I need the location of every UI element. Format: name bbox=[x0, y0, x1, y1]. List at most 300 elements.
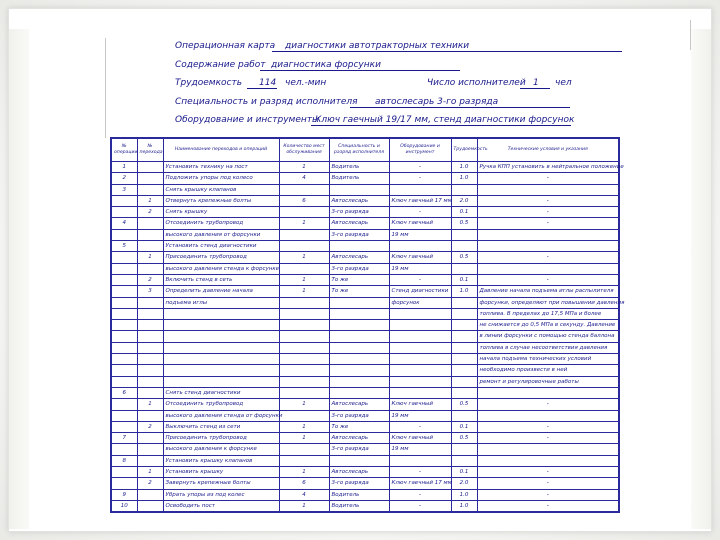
table-cell bbox=[111, 444, 137, 455]
table-cell: Давление начала подъема иглы распылителя bbox=[477, 286, 619, 297]
table-cell: Ручка КПП установить в нейтральное положение bbox=[477, 162, 619, 173]
table-cell: 2 bbox=[137, 421, 163, 432]
table-cell: Автослесарь bbox=[329, 252, 389, 263]
label-labor-intensity: Трудоемкость bbox=[175, 78, 243, 88]
table-cell: ремонт и регулировочные работы bbox=[477, 376, 619, 387]
column-header: Наименование переходов и операций bbox=[163, 138, 279, 162]
table-cell: 2.0 bbox=[451, 478, 477, 489]
table-row bbox=[111, 467, 619, 478]
table-cell: Снять крышку клапанов bbox=[163, 184, 279, 195]
table-cell: Подложить упоры под колесо bbox=[163, 173, 279, 184]
table-cell bbox=[451, 331, 477, 342]
table-cell bbox=[279, 297, 329, 308]
table-cell bbox=[137, 387, 163, 398]
operations-table bbox=[110, 137, 625, 513]
table-cell bbox=[279, 387, 329, 398]
table-cell bbox=[279, 263, 329, 274]
table-cell bbox=[451, 297, 477, 308]
table-cell bbox=[279, 410, 329, 421]
decorative-left-border bbox=[9, 29, 29, 529]
table-cell: 1 bbox=[279, 467, 329, 478]
table-cell: 4 bbox=[111, 218, 137, 229]
table-cell bbox=[279, 376, 329, 387]
table-row bbox=[111, 331, 619, 342]
table-cell: - bbox=[477, 218, 619, 229]
table-cell bbox=[279, 444, 329, 455]
table-cell: - bbox=[477, 478, 619, 489]
table-cell: 3-го разряда bbox=[329, 444, 389, 455]
table-cell: Снять стенд диагностики bbox=[163, 387, 279, 398]
table-cell bbox=[477, 410, 619, 421]
table-cell bbox=[163, 342, 279, 353]
table-cell: 3-го разряда bbox=[329, 207, 389, 218]
table-cell: - bbox=[477, 467, 619, 478]
table-cell: 1 bbox=[279, 399, 329, 410]
table-cell bbox=[389, 376, 451, 387]
table-cell bbox=[279, 241, 329, 252]
table-cell: 1 bbox=[279, 162, 329, 173]
table-row bbox=[111, 500, 619, 512]
table-cell bbox=[111, 410, 137, 421]
table-cell: 3 bbox=[137, 286, 163, 297]
table-cell: 0.5 bbox=[451, 252, 477, 263]
column-header: Трудоемкость bbox=[451, 138, 477, 162]
table-cell: 1 bbox=[137, 195, 163, 206]
table-cell: высокого давления от форсунки bbox=[163, 229, 279, 240]
table-cell bbox=[279, 354, 329, 365]
table-cell bbox=[329, 297, 389, 308]
table-row bbox=[111, 354, 619, 365]
table-cell bbox=[137, 376, 163, 387]
table-cell bbox=[389, 308, 451, 319]
table-row bbox=[111, 320, 619, 331]
table-cell bbox=[163, 354, 279, 365]
table-cell bbox=[389, 342, 451, 353]
table-cell bbox=[329, 308, 389, 319]
table-cell: форсунки, определяют при повышении давления bbox=[477, 297, 619, 308]
table-cell: - bbox=[477, 252, 619, 263]
table-cell: 1 bbox=[279, 500, 329, 512]
table-cell bbox=[163, 365, 279, 376]
table-cell: 1 bbox=[279, 252, 329, 263]
table-cell bbox=[137, 489, 163, 500]
table-cell: Выключить стенд из сети bbox=[163, 421, 279, 432]
table-cell: 19 мм bbox=[389, 410, 451, 421]
table-cell bbox=[389, 331, 451, 342]
table-cell bbox=[111, 421, 137, 432]
table-row bbox=[111, 421, 619, 432]
table-cell: Присоединить трубопровод bbox=[163, 252, 279, 263]
column-header: № перехода bbox=[137, 138, 163, 162]
table-cell bbox=[477, 184, 619, 195]
table-cell: - bbox=[477, 433, 619, 444]
table-row bbox=[111, 297, 619, 308]
table-cell bbox=[451, 320, 477, 331]
table-cell: 5 bbox=[111, 241, 137, 252]
table-cell bbox=[389, 184, 451, 195]
table-cell: Ключ гаечный 17 мм bbox=[389, 195, 451, 206]
label-specialty: Специальность и разряд исполнителя bbox=[175, 96, 358, 107]
table-cell bbox=[451, 184, 477, 195]
table-row bbox=[111, 263, 619, 274]
table-cell bbox=[451, 387, 477, 398]
table-cell: 1 bbox=[279, 421, 329, 432]
table-cell: Водитель bbox=[329, 489, 389, 500]
table-cell: топлива в случае несоответствия давления bbox=[477, 342, 619, 353]
table-cell: Включить стенд в сеть bbox=[163, 274, 279, 285]
table-row bbox=[111, 455, 619, 466]
header-row bbox=[111, 138, 619, 162]
table-cell bbox=[137, 455, 163, 466]
table-cell: 3-го разряда bbox=[329, 478, 389, 489]
table-cell: 1.0 bbox=[451, 286, 477, 297]
table-cell bbox=[477, 444, 619, 455]
table-cell: 0.5 bbox=[451, 218, 477, 229]
table-cell: 1.0 bbox=[451, 162, 477, 173]
table-cell: - bbox=[389, 207, 451, 218]
table-cell bbox=[111, 286, 137, 297]
table-cell bbox=[163, 376, 279, 387]
table-cell bbox=[137, 354, 163, 365]
table-cell: 9 bbox=[111, 489, 137, 500]
table-cell: Водитель bbox=[329, 173, 389, 184]
table-cell bbox=[279, 308, 329, 319]
table-row bbox=[111, 173, 619, 184]
table-cell bbox=[477, 387, 619, 398]
table-cell: - bbox=[477, 500, 619, 512]
label-equipment: Оборудование и инструменты bbox=[175, 115, 320, 125]
table-cell bbox=[279, 365, 329, 376]
table-cell: Снять крышку bbox=[163, 207, 279, 218]
table-cell: 3-го разряда bbox=[329, 263, 389, 274]
table-cell bbox=[451, 376, 477, 387]
table-cell: Автослесарь bbox=[329, 218, 389, 229]
table-row bbox=[111, 218, 619, 229]
table-row bbox=[111, 195, 619, 206]
table-cell: - bbox=[477, 421, 619, 432]
value-specialty: автослесарь 3-го разряда bbox=[375, 96, 499, 107]
table-cell bbox=[451, 410, 477, 421]
table-cell: Определить давление начала bbox=[163, 286, 279, 297]
table-cell bbox=[279, 331, 329, 342]
table-cell bbox=[137, 229, 163, 240]
table-row bbox=[111, 399, 619, 410]
table-cell bbox=[163, 331, 279, 342]
table-cell: 2.0 bbox=[451, 195, 477, 206]
table-cell bbox=[111, 354, 137, 365]
table-cell bbox=[137, 342, 163, 353]
table-cell bbox=[137, 297, 163, 308]
table-cell: - bbox=[477, 173, 619, 184]
table-row bbox=[111, 207, 619, 218]
table-cell bbox=[389, 354, 451, 365]
value-workers-count: 1 bbox=[533, 78, 539, 88]
table-cell: 4 bbox=[279, 173, 329, 184]
table-cell: Ключ гаечный 17 мм bbox=[389, 478, 451, 489]
table-cell bbox=[477, 229, 619, 240]
table-cell: 10 bbox=[111, 500, 137, 512]
table-cell: 1 bbox=[279, 286, 329, 297]
table-cell bbox=[477, 263, 619, 274]
table-cell: То же bbox=[329, 421, 389, 432]
table-cell bbox=[329, 184, 389, 195]
margin-line bbox=[105, 38, 106, 138]
table-cell bbox=[111, 207, 137, 218]
table-cell: Отсоединить трубопровод bbox=[163, 218, 279, 229]
table-cell bbox=[137, 320, 163, 331]
table-cell: 0.1 bbox=[451, 274, 477, 285]
table-row bbox=[111, 342, 619, 353]
table-cell: 0.1 bbox=[451, 421, 477, 432]
table-cell: - bbox=[389, 489, 451, 500]
table-cell bbox=[451, 354, 477, 365]
table-cell bbox=[389, 387, 451, 398]
table-cell bbox=[111, 478, 137, 489]
table-row bbox=[111, 229, 619, 240]
table-cell: 0.5 bbox=[451, 433, 477, 444]
header-line-operation bbox=[175, 38, 625, 57]
table-cell bbox=[111, 365, 137, 376]
table-cell bbox=[111, 229, 137, 240]
table-cell bbox=[329, 342, 389, 353]
table-cell bbox=[111, 467, 137, 478]
table-cell: 0.1 bbox=[451, 467, 477, 478]
table-cell: 1 bbox=[137, 399, 163, 410]
table-cell bbox=[329, 241, 389, 252]
table-cell bbox=[137, 241, 163, 252]
table-cell: 1 bbox=[137, 252, 163, 263]
table-row bbox=[111, 365, 619, 376]
table-cell: Освободить пост bbox=[163, 500, 279, 512]
table-row bbox=[111, 376, 619, 387]
table-cell bbox=[163, 308, 279, 319]
table-cell: 3 bbox=[111, 184, 137, 195]
table-cell: 1.0 bbox=[451, 173, 477, 184]
table-body bbox=[111, 162, 625, 513]
column-header: Технические условия и указания bbox=[477, 138, 619, 162]
table-cell bbox=[451, 308, 477, 319]
table-row bbox=[111, 162, 619, 173]
table-cell: не снижается до 0,5 МПа в секунду. Давление bbox=[477, 320, 619, 331]
table-cell: - bbox=[477, 399, 619, 410]
label-workers-count: Число исполнителей bbox=[427, 78, 526, 88]
table-cell bbox=[137, 218, 163, 229]
table-cell bbox=[329, 376, 389, 387]
table-cell: в линии форсунки с помощью стенда баллона bbox=[477, 331, 619, 342]
table-cell bbox=[279, 184, 329, 195]
table-cell: Водитель bbox=[329, 500, 389, 512]
table-cell: 2 bbox=[111, 173, 137, 184]
table-cell: Водитель bbox=[329, 162, 389, 173]
table-header bbox=[111, 138, 619, 162]
table-cell bbox=[111, 399, 137, 410]
table-row bbox=[111, 241, 619, 252]
table-cell bbox=[137, 308, 163, 319]
table-row bbox=[111, 444, 619, 455]
table-cell: Стенд диагностики bbox=[389, 286, 451, 297]
table-cell: - bbox=[477, 489, 619, 500]
column-header: Специальность и разряд исполнителя bbox=[329, 138, 389, 162]
table-cell: - bbox=[389, 421, 451, 432]
table-row bbox=[111, 184, 619, 195]
table-cell: топлива. В пределах до 17,5 МПа и более bbox=[477, 308, 619, 319]
table-cell: Отвернуть крепежные болты bbox=[163, 195, 279, 206]
table-cell bbox=[389, 320, 451, 331]
table-cell bbox=[451, 263, 477, 274]
table-cell: - bbox=[389, 162, 451, 173]
table-cell: 19 мм bbox=[389, 229, 451, 240]
table-cell: - bbox=[389, 274, 451, 285]
header-line-content bbox=[175, 57, 625, 76]
table-cell: 4 bbox=[279, 489, 329, 500]
table-cell: 1.0 bbox=[451, 489, 477, 500]
table-cell bbox=[279, 207, 329, 218]
table-row bbox=[111, 410, 619, 421]
table-cell: Установить технику на пост bbox=[163, 162, 279, 173]
operation-card-header bbox=[175, 38, 625, 131]
table-cell bbox=[451, 241, 477, 252]
table-cell bbox=[329, 365, 389, 376]
table-cell bbox=[329, 455, 389, 466]
table-row bbox=[111, 387, 619, 398]
table-cell bbox=[389, 365, 451, 376]
table-cell: 1 bbox=[279, 433, 329, 444]
table-cell: Автослесарь bbox=[329, 195, 389, 206]
value-equipment: Ключ гаечный 19/17 мм, стенд диагностики форсунок bbox=[315, 115, 575, 125]
table-cell bbox=[329, 387, 389, 398]
table-cell: 0.5 bbox=[451, 399, 477, 410]
table-row bbox=[111, 252, 619, 263]
table-cell bbox=[111, 263, 137, 274]
table-cell: 2 bbox=[137, 207, 163, 218]
table-cell: Ключ гаечный bbox=[389, 252, 451, 263]
value-work-content: диагностика форсунки bbox=[271, 59, 381, 70]
table-cell bbox=[137, 365, 163, 376]
table-cell bbox=[477, 455, 619, 466]
table-cell: 3-го разряда bbox=[329, 229, 389, 240]
table-cell: - bbox=[477, 207, 619, 218]
table-cell: - bbox=[389, 467, 451, 478]
table-cell bbox=[111, 331, 137, 342]
table-cell: 19 мм bbox=[389, 263, 451, 274]
table-cell bbox=[389, 241, 451, 252]
table-cell bbox=[111, 195, 137, 206]
column-header: № операции bbox=[111, 138, 137, 162]
table-cell: Ключ гаечный bbox=[389, 218, 451, 229]
table-cell bbox=[329, 331, 389, 342]
table-cell bbox=[111, 320, 137, 331]
unit-labor-intensity: чел.-мин bbox=[285, 78, 327, 88]
table-cell: Автослесарь bbox=[329, 399, 389, 410]
table-cell bbox=[451, 444, 477, 455]
table-cell bbox=[451, 455, 477, 466]
table-cell bbox=[111, 274, 137, 285]
table-cell: Ключ гаечный bbox=[389, 433, 451, 444]
table-cell bbox=[137, 410, 163, 421]
table-cell: начала подъема технических условий bbox=[477, 354, 619, 365]
table-cell bbox=[137, 263, 163, 274]
table-cell: Автослесарь bbox=[329, 467, 389, 478]
table-cell bbox=[451, 342, 477, 353]
table-cell bbox=[111, 297, 137, 308]
table-cell: Автослесарь bbox=[329, 433, 389, 444]
table-cell: 1.0 bbox=[451, 500, 477, 512]
table-cell bbox=[279, 455, 329, 466]
table-cell: высокого давления стенда от форсунки bbox=[163, 410, 279, 421]
table-cell: 6 bbox=[279, 478, 329, 489]
table-row bbox=[111, 308, 619, 319]
corner-mark bbox=[690, 20, 691, 50]
table-cell bbox=[451, 229, 477, 240]
table-row bbox=[111, 286, 619, 297]
table-cell bbox=[279, 229, 329, 240]
table-cell bbox=[137, 162, 163, 173]
decorative-right-border bbox=[691, 29, 711, 529]
table-cell: Отсоединить трубопровод bbox=[163, 399, 279, 410]
table-cell: Установить крышку bbox=[163, 467, 279, 478]
table-cell: Завернуть крепежные болты bbox=[163, 478, 279, 489]
table-cell: - bbox=[477, 195, 619, 206]
table-cell: 6 bbox=[279, 195, 329, 206]
table-cell: Присоединить трубопровод bbox=[163, 433, 279, 444]
table-cell: 7 bbox=[111, 433, 137, 444]
table-cell bbox=[279, 320, 329, 331]
table-cell bbox=[137, 500, 163, 512]
unit-workers-count: чел bbox=[555, 78, 572, 88]
table-cell: 1 bbox=[111, 162, 137, 173]
table-cell: 0.1 bbox=[451, 207, 477, 218]
table-cell: 1 bbox=[137, 467, 163, 478]
table-cell: форсунок bbox=[389, 297, 451, 308]
table-cell bbox=[279, 342, 329, 353]
table-cell: То же bbox=[329, 274, 389, 285]
table-cell: Ключ гаечный bbox=[389, 399, 451, 410]
table-cell bbox=[163, 320, 279, 331]
value-labor-intensity: 114 bbox=[259, 78, 277, 88]
table-cell bbox=[137, 331, 163, 342]
table-cell: 2 bbox=[137, 478, 163, 489]
table-row bbox=[111, 489, 619, 500]
column-header: Количество мест обслуживания bbox=[279, 138, 329, 162]
table-cell: 1 bbox=[279, 218, 329, 229]
table-cell bbox=[389, 455, 451, 466]
table-cell bbox=[137, 444, 163, 455]
header-line-equipment bbox=[175, 112, 625, 131]
table-cell bbox=[111, 252, 137, 263]
table-cell bbox=[137, 173, 163, 184]
label-operation-card: Операционная карта bbox=[175, 41, 276, 51]
table-cell: высокого давления к форсунке bbox=[163, 444, 279, 455]
table-cell bbox=[111, 308, 137, 319]
table-cell bbox=[329, 320, 389, 331]
table-cell: высокого давления стенда к форсунке bbox=[163, 263, 279, 274]
table-cell bbox=[137, 184, 163, 195]
table-cell: 3-го разряда bbox=[329, 410, 389, 421]
table-cell bbox=[477, 241, 619, 252]
column-header: Оборудование и инструмент bbox=[389, 138, 451, 162]
table-cell: подъема иглы bbox=[163, 297, 279, 308]
table-cell: - bbox=[477, 274, 619, 285]
label-work-content: Содержание работ bbox=[175, 59, 266, 70]
table-cell: 1 bbox=[279, 274, 329, 285]
header-line-specialty bbox=[175, 94, 625, 113]
header-line-labor bbox=[175, 75, 625, 94]
table-row bbox=[111, 478, 619, 489]
table-cell bbox=[451, 365, 477, 376]
table-cell: 19 мм bbox=[389, 444, 451, 455]
table-cell bbox=[329, 354, 389, 365]
table-cell bbox=[137, 433, 163, 444]
